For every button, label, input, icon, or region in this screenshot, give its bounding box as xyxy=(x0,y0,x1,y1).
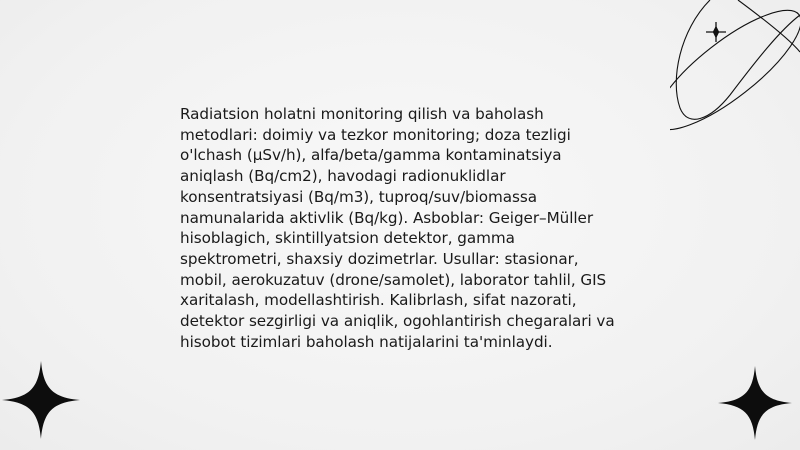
orbit-sparkle-icon xyxy=(670,0,800,145)
slide-body-text: Radiatsion holatni monitoring qilish va baholash metodlari: doimiy va tezkor monitoring; doza tezligi o'lchash (µSv/h), alfa/beta/gamma kontaminatsiya aniqlash (Bq/cm2), havodagi radionuklidlar konsentratsiyasi (Bq/m3), tuproq/suv/biomassa namunalarida aktivlik (Bq/kg). Asboblar: Geiger–Müller hisoblagich, skintillyatsion detektor, gamma spektrometri, shaxsiy dozimetrlar. Usullar: stasionar, mobil, aerokuzatuv (drone/samolet), laborator tahlil, GIS xaritalash, modellashtirish. Kalibrlash, sifat nazorati, detektor sezgirligi va aniqlik, ogohlantirish chegaralari va hisobot tizimlari baholash natijalarini ta'minlaydi. xyxy=(180,105,615,351)
four-point-star-icon xyxy=(718,366,792,440)
four-point-star-icon xyxy=(2,361,80,439)
